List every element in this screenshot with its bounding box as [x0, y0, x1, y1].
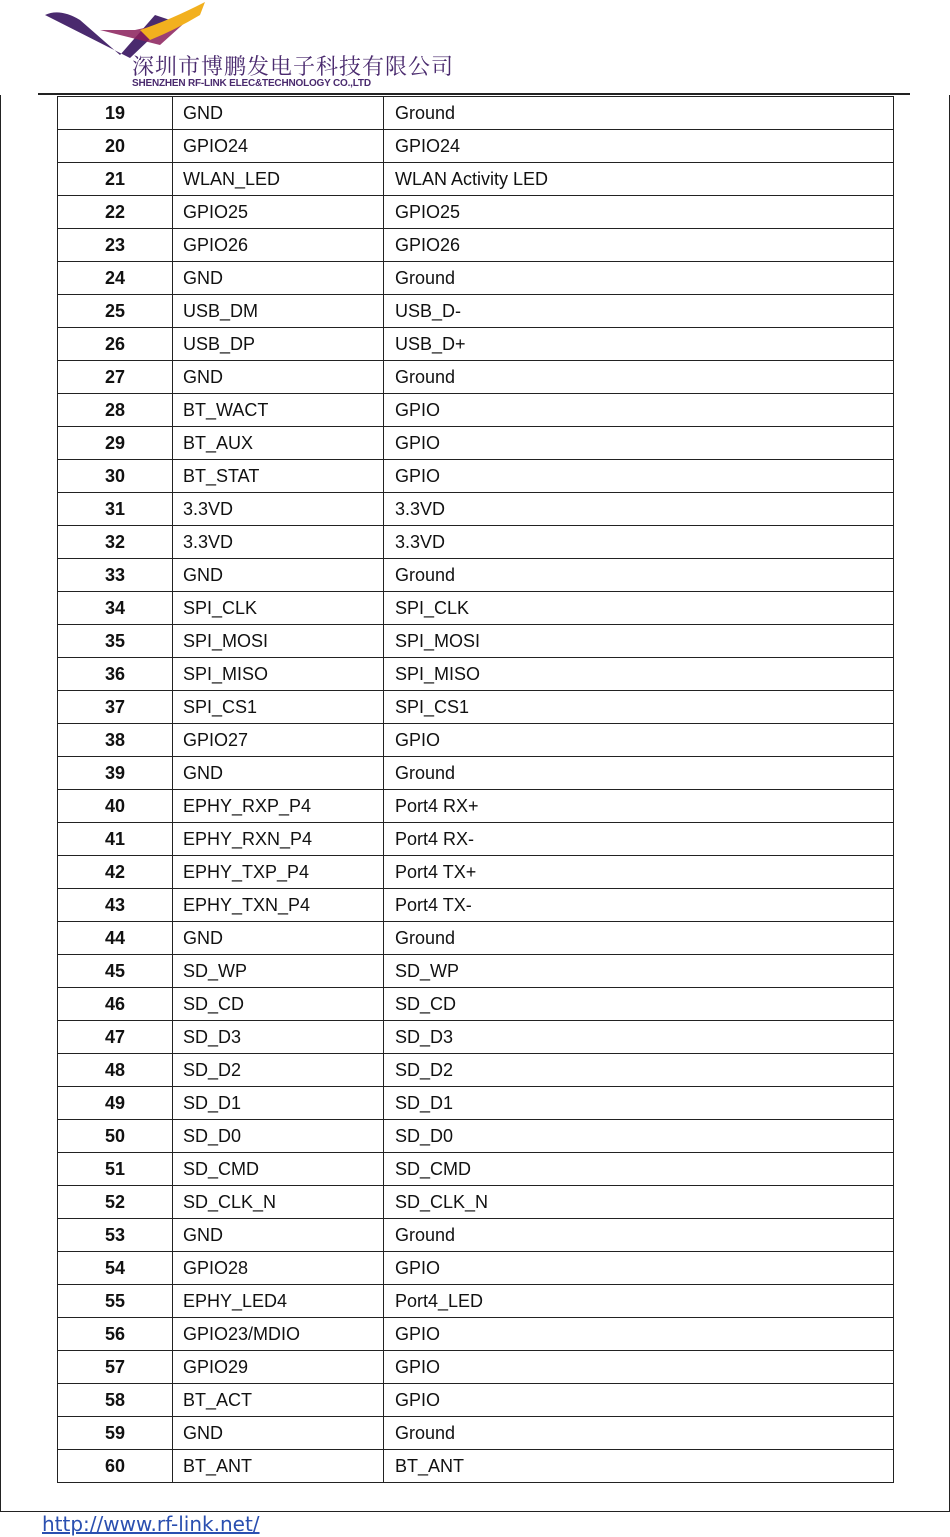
- table-row: [58, 1021, 894, 1054]
- pin-number: 34: [58, 592, 173, 625]
- table-row: [58, 757, 894, 790]
- pin-number: 42: [58, 856, 173, 889]
- pin-number: 23: [58, 229, 173, 262]
- pin-signal: GND: [173, 97, 384, 130]
- table-row: [58, 526, 894, 559]
- pin-description: GPIO: [384, 1384, 894, 1417]
- pin-description: GPIO: [384, 1351, 894, 1384]
- pin-description: GPIO: [384, 427, 894, 460]
- company-name-en: SHENZHEN RF-LINK ELEC&TECHNOLOGY CO.,LTD: [132, 78, 371, 89]
- pin-signal: SD_D0: [173, 1120, 384, 1153]
- table-row: [58, 955, 894, 988]
- table-row: [58, 1450, 894, 1483]
- pin-signal: 3.3VD: [173, 493, 384, 526]
- pin-number: 57: [58, 1351, 173, 1384]
- pin-description: Ground: [384, 97, 894, 130]
- table-row: [58, 130, 894, 163]
- pin-signal: SD_D1: [173, 1087, 384, 1120]
- pin-description: 3.3VD: [384, 493, 894, 526]
- pin-signal: GND: [173, 922, 384, 955]
- pin-description: 3.3VD: [384, 526, 894, 559]
- table-row: [58, 196, 894, 229]
- website-link[interactable]: http://www.rf-link.net/: [42, 1512, 260, 1536]
- pin-signal: SPI_CS1: [173, 691, 384, 724]
- pin-signal: GND: [173, 1219, 384, 1252]
- table-row: [58, 1219, 894, 1252]
- pin-signal: GPIO28: [173, 1252, 384, 1285]
- pin-description: GPIO: [384, 1252, 894, 1285]
- pin-description: Ground: [384, 922, 894, 955]
- pin-number: 28: [58, 394, 173, 427]
- table-row: [58, 1120, 894, 1153]
- pin-number: 37: [58, 691, 173, 724]
- pin-number: 58: [58, 1384, 173, 1417]
- company-logo: [40, 0, 454, 93]
- table-row: [58, 856, 894, 889]
- table-row: [58, 1186, 894, 1219]
- pin-number: 33: [58, 559, 173, 592]
- pin-table: [57, 96, 894, 1483]
- table-row: [58, 460, 894, 493]
- pin-number: 54: [58, 1252, 173, 1285]
- pin-signal: SD_WP: [173, 955, 384, 988]
- table-row: [58, 889, 894, 922]
- pin-number: 52: [58, 1186, 173, 1219]
- table-row: [58, 493, 894, 526]
- pin-description: SD_D3: [384, 1021, 894, 1054]
- company-name-cn: 深圳市博鹏发电子科技有限公司: [132, 54, 455, 79]
- table-row: [58, 592, 894, 625]
- pin-number: 47: [58, 1021, 173, 1054]
- pin-description: Port4 RX+: [384, 790, 894, 823]
- table-row: [58, 658, 894, 691]
- table-row: [58, 724, 894, 757]
- table-row: [58, 1153, 894, 1186]
- pin-signal: GPIO26: [173, 229, 384, 262]
- pin-signal: GPIO27: [173, 724, 384, 757]
- pin-number: 43: [58, 889, 173, 922]
- table-row: [58, 361, 894, 394]
- pin-signal: 3.3VD: [173, 526, 384, 559]
- table-row: [58, 1384, 894, 1417]
- pin-signal: USB_DP: [173, 328, 384, 361]
- pin-number: 32: [58, 526, 173, 559]
- pin-signal: EPHY_TXP_P4: [173, 856, 384, 889]
- table-row: [58, 1351, 894, 1384]
- pin-signal: SD_D3: [173, 1021, 384, 1054]
- pin-signal: SPI_MOSI: [173, 625, 384, 658]
- table-row: [58, 1285, 894, 1318]
- table-row: [58, 790, 894, 823]
- pin-description: SD_CD: [384, 988, 894, 1021]
- table-row: [58, 328, 894, 361]
- pin-number: 51: [58, 1153, 173, 1186]
- table-row: [58, 625, 894, 658]
- pin-number: 25: [58, 295, 173, 328]
- pin-number: 46: [58, 988, 173, 1021]
- table-row: [58, 1054, 894, 1087]
- pin-description: SPI_CS1: [384, 691, 894, 724]
- pin-description: WLAN Activity LED: [384, 163, 894, 196]
- pin-description: Port4 TX+: [384, 856, 894, 889]
- table-row: [58, 427, 894, 460]
- pin-number: 45: [58, 955, 173, 988]
- pin-signal: GND: [173, 757, 384, 790]
- pin-signal: GND: [173, 559, 384, 592]
- pin-signal: GND: [173, 1417, 384, 1450]
- table-row: [58, 691, 894, 724]
- pin-description: SPI_MISO: [384, 658, 894, 691]
- table-row: [58, 1318, 894, 1351]
- table-row: [58, 394, 894, 427]
- pin-number: 21: [58, 163, 173, 196]
- pin-description: SD_WP: [384, 955, 894, 988]
- pin-description: Ground: [384, 559, 894, 592]
- pin-description: Port4_LED: [384, 1285, 894, 1318]
- pin-description: Ground: [384, 361, 894, 394]
- pin-signal: GND: [173, 262, 384, 295]
- pin-number: 60: [58, 1450, 173, 1483]
- pin-description: Port4 TX-: [384, 889, 894, 922]
- pin-signal: SPI_CLK: [173, 592, 384, 625]
- pin-description: SD_D0: [384, 1120, 894, 1153]
- pin-signal: EPHY_LED4: [173, 1285, 384, 1318]
- pin-number: 22: [58, 196, 173, 229]
- pin-number: 24: [58, 262, 173, 295]
- pin-signal: SD_CLK_N: [173, 1186, 384, 1219]
- pin-description: GPIO25: [384, 196, 894, 229]
- table-row: [58, 262, 894, 295]
- pin-description: USB_D-: [384, 295, 894, 328]
- pin-number: 56: [58, 1318, 173, 1351]
- pin-description: GPIO: [384, 394, 894, 427]
- table-row: [58, 922, 894, 955]
- pin-signal: BT_STAT: [173, 460, 384, 493]
- pin-description: Port4 RX-: [384, 823, 894, 856]
- pin-description: Ground: [384, 1417, 894, 1450]
- pin-number: 36: [58, 658, 173, 691]
- pin-description: Ground: [384, 1219, 894, 1252]
- pin-number: 26: [58, 328, 173, 361]
- pin-description: SPI_CLK: [384, 592, 894, 625]
- pin-signal: GPIO29: [173, 1351, 384, 1384]
- table-row: [58, 97, 894, 130]
- pin-signal: BT_AUX: [173, 427, 384, 460]
- pin-number: 38: [58, 724, 173, 757]
- table-row: [58, 1252, 894, 1285]
- pin-description: SD_CLK_N: [384, 1186, 894, 1219]
- pin-number: 39: [58, 757, 173, 790]
- pin-description: Ground: [384, 757, 894, 790]
- pin-description: SD_CMD: [384, 1153, 894, 1186]
- pin-number: 44: [58, 922, 173, 955]
- table-row: [58, 1417, 894, 1450]
- pin-description: USB_D+: [384, 328, 894, 361]
- pin-number: 20: [58, 130, 173, 163]
- pin-number: 19: [58, 97, 173, 130]
- table-row: [58, 229, 894, 262]
- pin-number: 59: [58, 1417, 173, 1450]
- pin-number: 29: [58, 427, 173, 460]
- pin-signal: BT_ANT: [173, 1450, 384, 1483]
- pin-signal: GND: [173, 361, 384, 394]
- pin-description: GPIO24: [384, 130, 894, 163]
- table-row: [58, 295, 894, 328]
- pin-signal: GPIO24: [173, 130, 384, 163]
- table-row: [58, 559, 894, 592]
- pin-signal: EPHY_TXN_P4: [173, 889, 384, 922]
- table-row: [58, 163, 894, 196]
- pin-number: 30: [58, 460, 173, 493]
- table-row: [58, 823, 894, 856]
- pin-signal: SD_CMD: [173, 1153, 384, 1186]
- pin-signal: EPHY_RXN_P4: [173, 823, 384, 856]
- pin-signal: SD_D2: [173, 1054, 384, 1087]
- pin-signal: USB_DM: [173, 295, 384, 328]
- pin-signal: EPHY_RXP_P4: [173, 790, 384, 823]
- table-row: [58, 988, 894, 1021]
- pin-number: 41: [58, 823, 173, 856]
- pin-number: 55: [58, 1285, 173, 1318]
- pin-signal: GPIO25: [173, 196, 384, 229]
- pin-description: GPIO: [384, 724, 894, 757]
- pin-number: 49: [58, 1087, 173, 1120]
- pin-number: 31: [58, 493, 173, 526]
- pin-signal: SPI_MISO: [173, 658, 384, 691]
- pin-description: BT_ANT: [384, 1450, 894, 1483]
- pin-number: 48: [58, 1054, 173, 1087]
- pin-description: GPIO26: [384, 229, 894, 262]
- pin-signal: BT_WACT: [173, 394, 384, 427]
- pin-signal: BT_ACT: [173, 1384, 384, 1417]
- pin-number: 27: [58, 361, 173, 394]
- pin-signal: SD_CD: [173, 988, 384, 1021]
- pin-description: SD_D2: [384, 1054, 894, 1087]
- pin-signal: GPIO23/MDIO: [173, 1318, 384, 1351]
- pin-number: 35: [58, 625, 173, 658]
- pin-description: GPIO: [384, 460, 894, 493]
- pin-number: 53: [58, 1219, 173, 1252]
- pin-number: 40: [58, 790, 173, 823]
- pin-description: GPIO: [384, 1318, 894, 1351]
- pin-number: 50: [58, 1120, 173, 1153]
- pin-signal: WLAN_LED: [173, 163, 384, 196]
- pin-description: SD_D1: [384, 1087, 894, 1120]
- pin-description: SPI_MOSI: [384, 625, 894, 658]
- table-row: [58, 1087, 894, 1120]
- pin-description: Ground: [384, 262, 894, 295]
